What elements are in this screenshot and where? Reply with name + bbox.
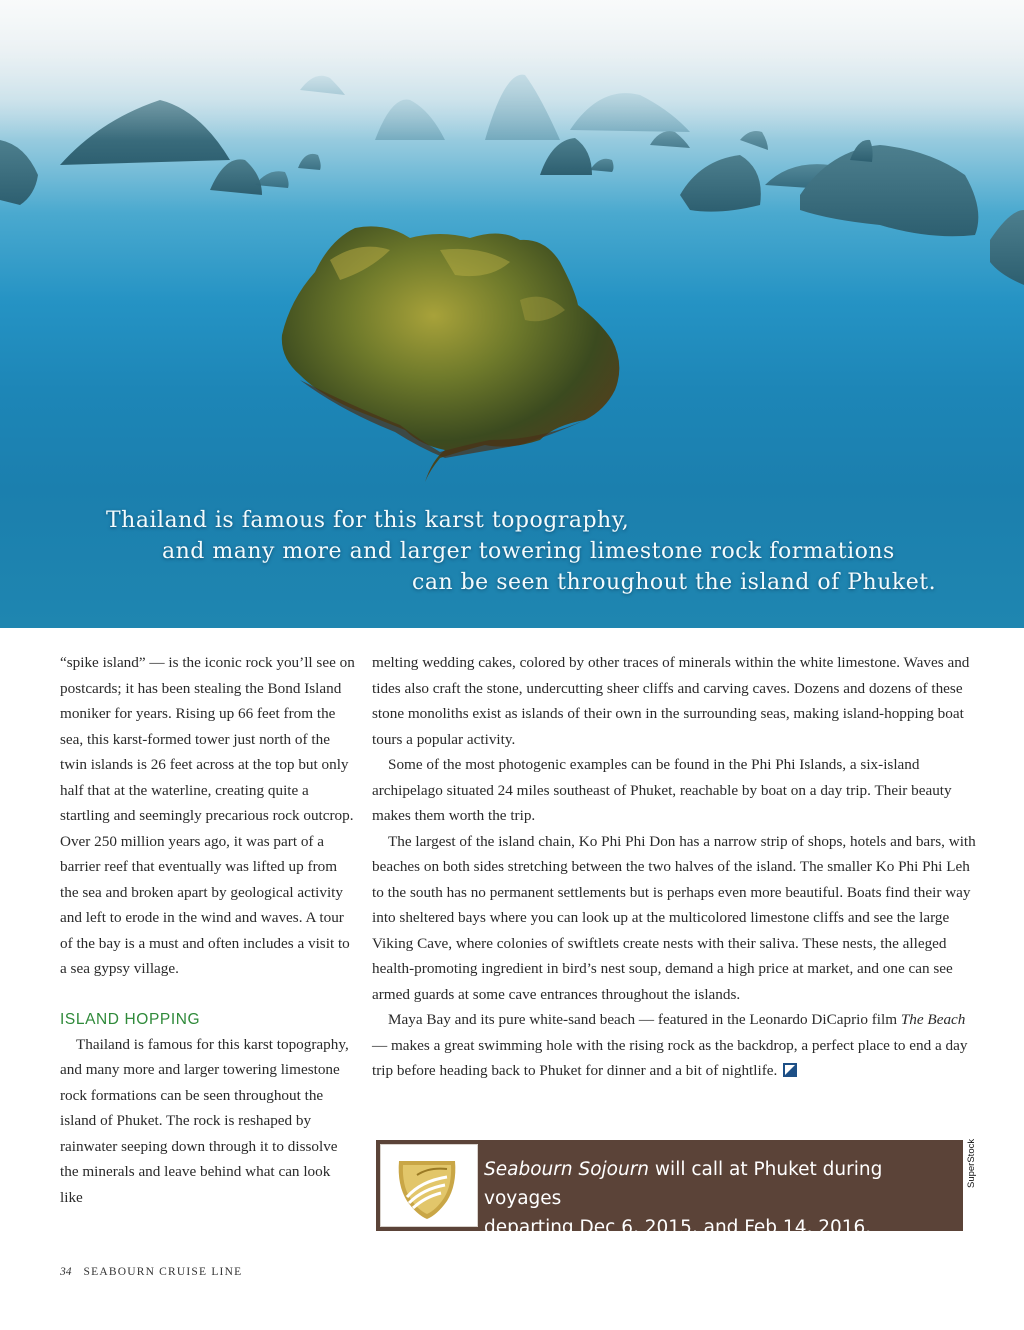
section-heading-island-hopping: ISLAND HOPPING xyxy=(60,1010,201,1028)
seabourn-logo-icon xyxy=(380,1144,478,1227)
promo-line-2: departing Dec 6, 2015, and Feb 14, 2016. xyxy=(484,1217,872,1238)
right-paragraph-1: melting wedding cakes, colored by other traces of minerals within the white limestone. Waves and tides also craft the stone, undercutting sheer cliffs and carving caves. Dozens and dozens of these stone monoliths exist as islands of their own in the surrounding seas, making island-hopping boat tours a popular activity. xyxy=(372,654,970,748)
film-title: The Beach xyxy=(900,1011,966,1028)
publication-name: SEABOURN CRUISE LINE xyxy=(83,1266,243,1278)
right-paragraph-3: The largest of the island chain, Ko Phi Phi Don has a narrow strip of shops, hotels and bars, with beaches on both sides stretching between the two halves of the island. The smaller Ko Phi Phi Leh to the south has no permanent settlements but is perhaps even more beautiful. Boats find their way into sheltered bays where you can look up at the multicolored limestone cliffs and see the large Viking Cave, where colonies of swiftlets create nests with their saliva. These nests, the alleged health-promoting ingredient in bird’s nest soup, demand a high price at market, and one can see armed guards at some cave entrances throughout the islands. xyxy=(372,832,976,1003)
page-number: 34 xyxy=(60,1266,72,1278)
right-paragraph-4 xyxy=(372,1007,978,1084)
karst-islands-illustration xyxy=(0,0,1024,628)
left-paragraph-2: Thailand is famous for this karst topography, and many more and larger towering limestone rock formations can be seen throughout the island of Phuket. The rock is reshaped by rainwater seeping down through it to dissolve the minerals and leave behind what can look like xyxy=(60,1035,349,1206)
right-paragraph-2: Some of the most photogenic examples can be found in the Phi Phi Islands, a six-island archipelago situated 24 miles southeast of Phuket, reachable by boat on a day trip. Their beauty makes them worth the trip. xyxy=(372,756,952,824)
caption-line-3: can be seen throughout the island of Phuket. xyxy=(412,570,937,595)
photo-credit: SuperStock xyxy=(966,1138,977,1188)
left-paragraph-1: “spike island” — is the iconic rock you’ll see on postcards; it has been stealing the Bond Island moniker for years. Rising up 66 feet from the sea, this karst-formed tower just north of the twin islands is 26 feet across at the top but only half that at the waterline, creating quite a startling and seemingly precarious rock outcrop. Over 250 million years ago, it was part of a barrier reef that eventually was lifted up from the sea and broken apart by geological activity and left to erode in the wind and waves. A tour of the bay is a must and often includes a visit to a sea gypsy village. xyxy=(60,654,355,977)
page-footer xyxy=(60,1266,242,1278)
hero-photo xyxy=(0,0,1024,628)
caption-line-2: and many more and larger towering limestone rock formations xyxy=(162,539,895,564)
left-column xyxy=(60,650,356,1210)
ship-name: Seabourn Sojourn xyxy=(484,1159,650,1180)
right-column xyxy=(372,650,978,1084)
promo-box xyxy=(376,1140,963,1238)
end-of-article-icon xyxy=(783,1063,797,1077)
promo-line-1 xyxy=(484,1155,954,1213)
paragraph-4-start: Maya Bay and its pure white-sand beach — featured in the Leonardo DiCaprio film xyxy=(388,1011,901,1028)
paragraph-4-end: — makes a great swimming hole with the rising rock as the backdrop, a perfect place to end a day trip before heading back to Phuket for dinner and a bit of nightlife. xyxy=(372,1036,968,1079)
promo-line-1-rest: will call at Phuket during voyages xyxy=(484,1159,883,1209)
seabourn-logo-graphic xyxy=(381,1145,477,1226)
promo-text xyxy=(484,1155,954,1242)
caption-line-1: Thailand is famous for this karst topography, xyxy=(106,508,630,533)
